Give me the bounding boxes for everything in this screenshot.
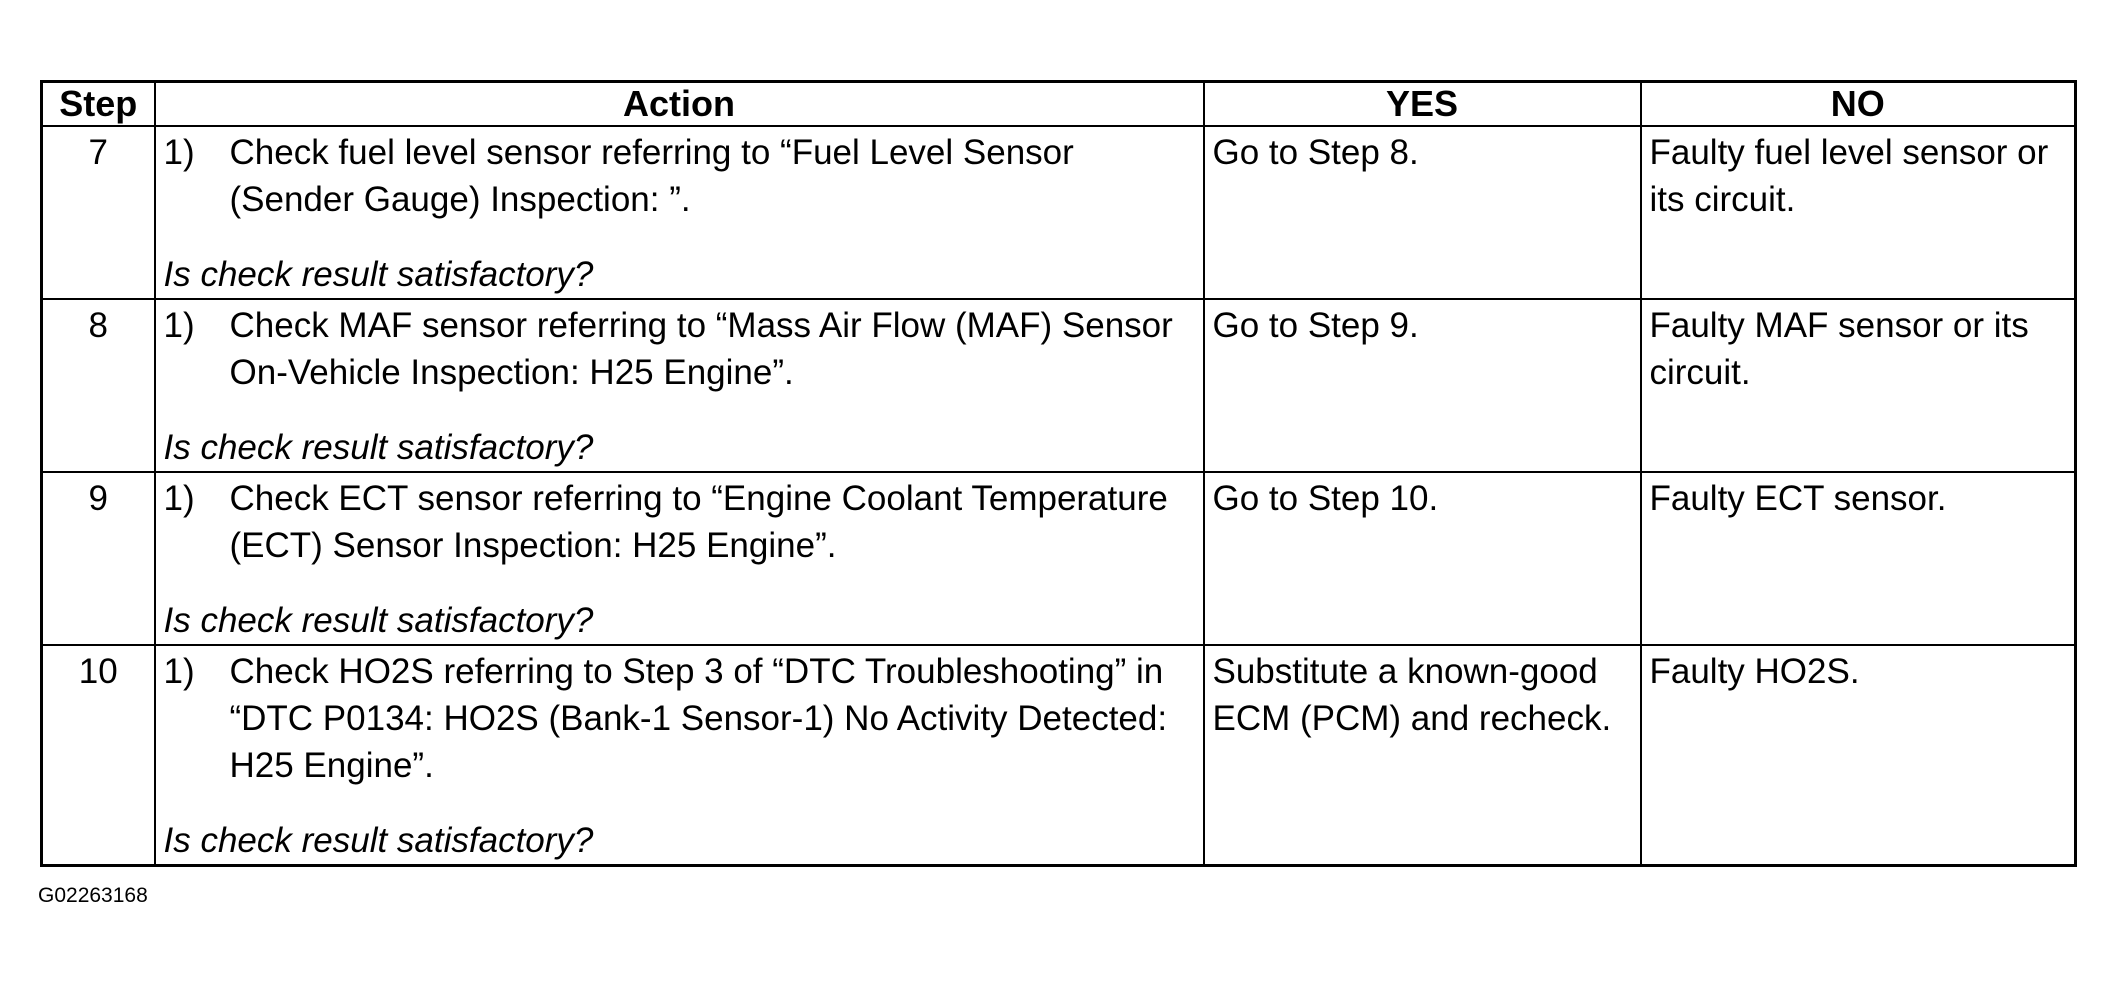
step-number: 8	[42, 299, 155, 472]
no-cell: Faulty ECT sensor.	[1641, 472, 2076, 645]
action-number: 1)	[163, 652, 195, 691]
action-number: 1)	[163, 306, 195, 345]
action-question: Is check result satisfactory?	[163, 255, 594, 294]
table-header-row	[42, 82, 2076, 127]
yes-cell: Go to Step 8.	[1204, 126, 1641, 299]
yes-cell: Go to Step 10.	[1204, 472, 1641, 645]
step-number: 9	[42, 472, 155, 645]
step-number: 10	[42, 645, 155, 866]
yes-cell: Go to Step 9.	[1204, 299, 1641, 472]
figure-id: G02263168	[38, 884, 148, 907]
header-action: Action	[155, 82, 1204, 127]
action-text: Check fuel level sensor referring to “Fuel Level Sensor (Sender Gauge) Inspection: ”.	[229, 133, 1074, 219]
no-cell: Faulty HO2S.	[1641, 645, 2076, 866]
table-row	[42, 645, 2076, 866]
header-step: Step	[42, 82, 155, 127]
troubleshooting-table	[40, 80, 2077, 867]
action-number: 1)	[163, 133, 195, 172]
action-text: Check MAF sensor referring to “Mass Air Flow (MAF) Sensor On-Vehicle Inspection: H25 Engine”.	[229, 306, 1173, 392]
no-cell: Faulty fuel level sensor or its circuit.	[1641, 126, 2076, 299]
header-yes: YES	[1204, 82, 1641, 127]
action-question: Is check result satisfactory?	[163, 821, 594, 860]
action-cell	[155, 126, 1204, 299]
action-text: Check ECT sensor referring to “Engine Coolant Temperature (ECT) Sensor Inspection: H25 Engine”.	[229, 479, 1168, 565]
action-cell	[155, 299, 1204, 472]
table-row	[42, 126, 2076, 299]
action-cell	[155, 472, 1204, 645]
action-number: 1)	[163, 479, 195, 518]
no-cell: Faulty MAF sensor or its circuit.	[1641, 299, 2076, 472]
header-no: NO	[1641, 82, 2076, 127]
yes-cell: Substitute a known-good ECM (PCM) and recheck.	[1204, 645, 1641, 866]
action-question: Is check result satisfactory?	[163, 428, 594, 467]
action-question: Is check result satisfactory?	[163, 601, 594, 640]
table-row	[42, 472, 2076, 645]
action-text: Check HO2S referring to Step 3 of “DTC Troubleshooting” in “DTC P0134: HO2S (Bank-1 Sensor-1) No Activity Detected: H25 Engine”.	[229, 652, 1168, 785]
table-row	[42, 299, 2076, 472]
action-cell	[155, 645, 1204, 866]
step-number: 7	[42, 126, 155, 299]
